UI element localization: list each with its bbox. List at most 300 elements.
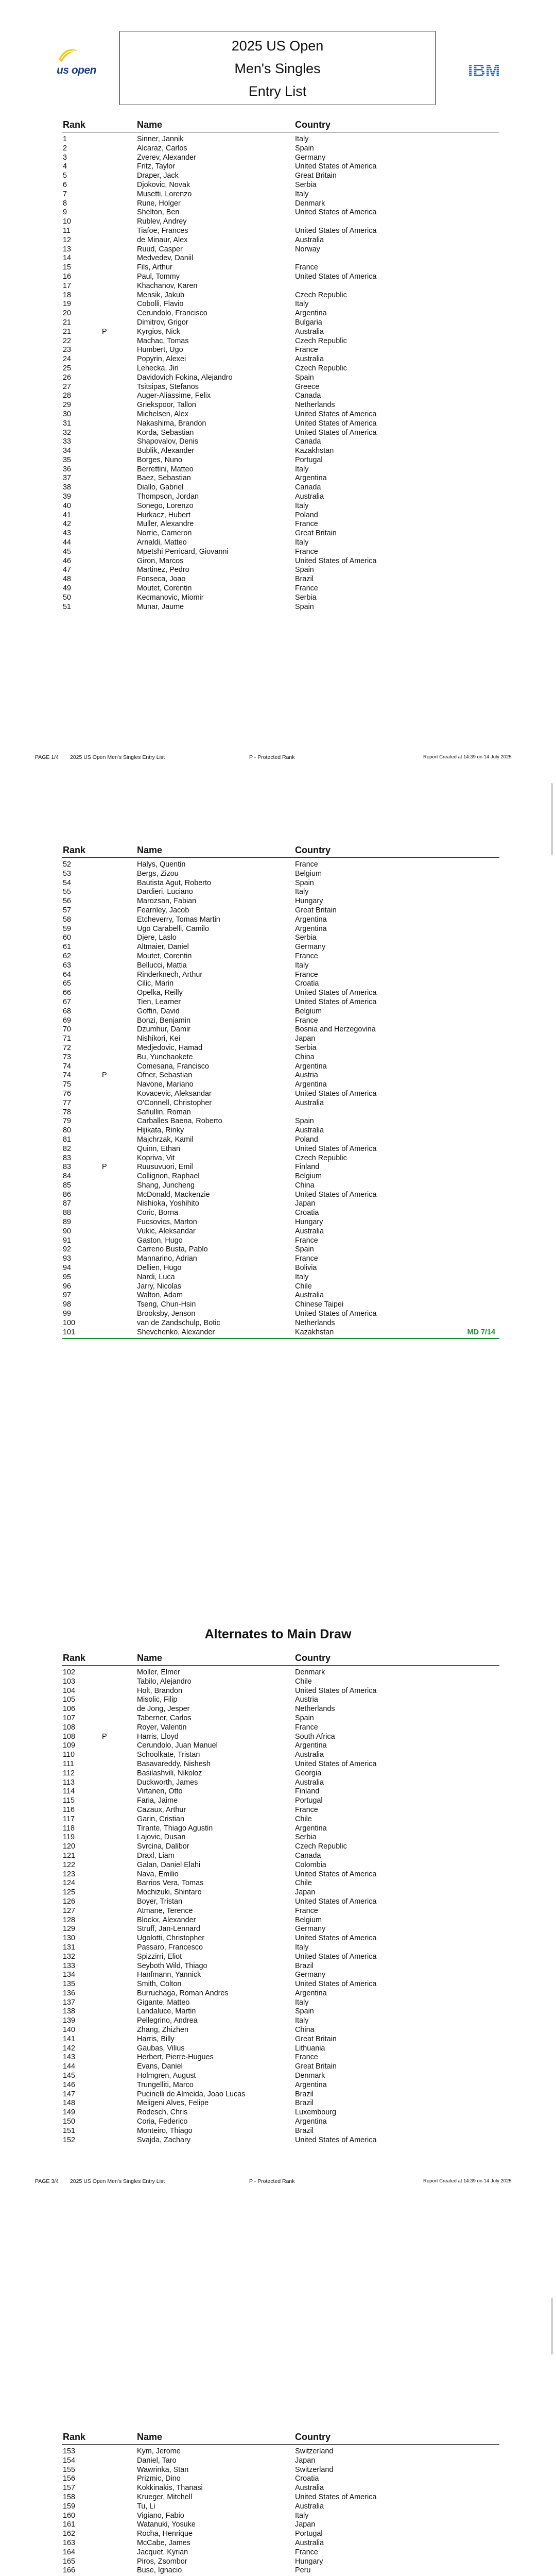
rank-cell: 110 [63,1751,75,1759]
player-name-cell: Rodesch, Chris [137,2108,188,2117]
player-name-cell: Monteiro, Thiago [137,2126,193,2135]
country-cell: Germany [295,1971,326,1979]
rank-cell: 150 [63,2117,76,2126]
country-cell: Netherlands [295,401,335,410]
country-cell: Argentina [295,2080,327,2089]
player-name-cell: Majchrzak, Kamil [137,1135,194,1144]
country-cell: United States of America [295,419,377,428]
player-name-cell: Quinn, Ethan [137,1144,181,1153]
table-row [62,1062,499,1072]
player-name-cell: Carreno Busta, Pablo [137,1245,208,1254]
report-created: Report Created at 14:39 on 14 July 2025 [423,754,512,760]
player-name-cell: Ugo Carabelli, Camilo [137,924,209,933]
table-row [62,1319,499,1328]
player-name-cell: Evans, Daniel [137,2062,183,2071]
table-row [62,429,499,438]
player-name-cell: Kokkinakis, Thanasi [137,2484,203,2493]
player-name-cell: Hurkacz, Hubert [137,511,190,519]
country-cell: Argentina [295,1989,327,1997]
rank-cell: 118 [63,1824,75,1833]
rank-cell: 164 [63,2548,76,2556]
table-row [62,971,499,980]
player-name-cell: Korda, Sebastian [137,428,194,437]
country-cell: Australia [295,1098,324,1107]
player-name-cell: Mpetshi Perricard, Giovanni [137,547,229,556]
rank-cell: 33 [63,437,72,446]
country-cell: Serbia [295,934,317,942]
country-column-header: Country [295,1653,331,1663]
country-cell: Italy [295,1943,309,1952]
rank-cell: 68 [63,1007,72,1015]
rank-cell: 149 [63,2108,76,2117]
rank-cell: 95 [63,1273,72,1281]
country-cell: Portugal [295,455,323,464]
table-header [62,845,499,857]
country-cell: France [295,970,318,979]
table-row [62,2108,499,2117]
rank-cell: 115 [63,1797,75,1805]
table-row [62,1668,499,1677]
table-row [62,1154,499,1163]
table-row [62,318,499,328]
rank-cell: 141 [63,2035,76,2043]
rank-cell: 83 [63,1163,72,1172]
player-name-cell: Cazaux, Arthur [137,1805,186,1814]
table-row [62,374,499,383]
rank-column-header: Rank [63,120,86,130]
rank-cell: 5 [63,172,67,180]
country-cell: Spain [295,2007,314,2016]
rank-cell: 103 [63,1677,76,1686]
table-row [62,2566,499,2575]
country-cell: Argentina [295,924,327,933]
country-cell: Bolivia [295,1264,317,1273]
table-row [62,1696,499,1705]
country-cell: France [295,1236,318,1245]
table-row [62,1264,499,1273]
player-name-cell: Ofner, Sebastian [137,1071,193,1080]
country-cell: Germany [295,943,326,952]
player-name-cell: Boyer, Tristan [137,1897,182,1906]
player-name-cell: Fils, Arthur [137,263,172,272]
country-cell: Serbia [295,1043,317,1052]
country-cell: Australia [295,2538,324,2547]
player-name-cell: Zverev, Alexander [137,153,196,162]
player-name-cell: Basilashvili, Nikoloz [137,1769,202,1777]
country-cell: Spain [295,566,314,574]
country-cell: Bosnia and Herzegovina [295,1025,376,1034]
name-column-header: Name [137,845,163,855]
rank-cell: 81 [63,1135,72,1144]
player-name-cell: Paul, Tommy [137,272,180,281]
page-footer [0,2178,556,2187]
country-cell: United States of America [295,1144,377,1153]
table-row [62,1852,499,1861]
player-name-cell: Walton, Adam [137,1291,183,1300]
rank-cell: 91 [63,1236,72,1245]
country-cell: United States of America [295,989,377,997]
table-row [62,1007,499,1016]
player-name-cell: Fritz, Taylor [137,162,176,171]
table-header [62,1653,499,1665]
table-row [62,1328,499,1337]
table-row [62,1245,499,1255]
country-cell: France [295,584,318,593]
table-row [62,1108,499,1117]
player-name-cell: Krueger, Mitchell [137,2493,193,2501]
draw-title: Men's Singles [234,61,321,76]
country-cell: Italy [295,190,309,198]
rank-cell: 52 [63,860,72,869]
table-row [62,989,499,998]
country-cell: United States of America [295,2136,377,2144]
player-name-cell: Lehecka, Jiri [137,364,179,372]
table-row [62,1090,499,1099]
table-row [62,1126,499,1136]
country-cell: Italy [295,1273,309,1281]
table-row [62,1273,499,1282]
table-row [62,493,499,502]
country-cell: Spain [295,1117,314,1126]
country-cell: Spain [295,144,314,152]
player-name-cell: Nishikori, Kei [137,1035,180,1043]
rank-cell: 130 [63,1934,76,1943]
rank-cell: 119 [63,1833,75,1842]
country-cell: Bulgaria [295,318,322,327]
player-name-cell: Thompson, Jordan [137,493,199,501]
country-cell: Denmark [295,199,325,208]
rank-cell: 55 [63,888,72,896]
scroll-indicator [551,783,553,855]
rank-cell: 60 [63,934,72,942]
player-name-cell: Tseng, Chun-Hsin [137,1300,196,1309]
table-row [62,1199,499,1209]
player-name-cell: Blockx, Alexander [137,1916,196,1924]
table-row [62,934,499,943]
rank-cell: 145 [63,2072,76,2080]
player-name-cell: Comesana, Francisco [137,1062,209,1071]
country-cell: United States of America [295,1759,377,1768]
country-cell: Italy [295,888,309,896]
country-cell: United States of America [295,997,377,1006]
country-cell: Czech Republic [295,291,347,299]
player-name-cell: Bonzi, Benjamin [137,1016,190,1025]
player-name-cell: Smith, Colton [137,1980,182,1989]
rank-cell: 123 [63,1870,76,1878]
country-cell: Chile [295,1879,312,1888]
table-row [62,1227,499,1236]
rank-cell: 96 [63,1282,72,1291]
table-row [62,1861,499,1870]
table-row [62,888,499,897]
player-name-cell: Arnaldi, Matteo [137,538,187,547]
player-name-cell: Rublev, Andrey [137,217,187,226]
rank-cell: 15 [63,263,72,272]
rank-cell: 162 [63,2530,76,2538]
rank-cell: 69 [63,1016,72,1025]
main-draw-cutoff-label: MD 7/14 [467,1328,495,1336]
country-cell: United States of America [295,272,377,281]
country-cell: Serbia [295,593,317,602]
rank-cell: 7 [63,190,67,198]
table-row [62,2520,499,2530]
rank-cell: 142 [63,2044,76,2053]
player-name-cell: Harris, Billy [137,2035,175,2043]
table-row [62,181,499,190]
player-name-cell: Virtanen, Otto [137,1787,183,1796]
rank-cell: 76 [63,1089,72,1098]
rank-cell: 124 [63,1879,76,1888]
country-cell: Italy [295,300,309,309]
table-row [62,1025,499,1035]
table-row [62,1998,499,2008]
player-name-cell: Jacquet, Kyrian [137,2548,188,2556]
player-name-cell: Nakashima, Brandon [137,419,206,428]
rank-cell: 35 [63,455,72,464]
protected-flag-cell: P [102,1163,107,1172]
country-cell: Serbia [295,180,317,189]
country-cell: Chile [295,1677,312,1686]
table-row [62,916,499,925]
table-row [62,879,499,888]
player-name-cell: Djokovic, Novak [137,180,190,189]
table-row [62,337,499,346]
table-row [62,1787,499,1797]
country-cell: Czech Republic [295,1154,347,1162]
table-row [62,943,499,952]
country-cell: Spain [295,1714,314,1722]
table-row [62,1191,499,1200]
rank-cell: 71 [63,1035,72,1043]
rank-cell: 1 [63,135,67,143]
player-name-cell: Faria, Jaime [137,1797,178,1805]
rank-cell: 16 [63,272,72,281]
player-name-cell: Bergs, Zizou [137,869,179,878]
alternates-title: Alternates to Main Draw [204,1627,352,1641]
country-cell: France [295,263,318,272]
player-name-cell: Cilic, Marin [137,979,174,988]
rank-cell: 23 [63,346,72,354]
table-row [62,2539,499,2548]
table-row [62,1300,499,1310]
player-name-cell: Norrie, Cameron [137,529,192,538]
country-cell: Brazil [295,2090,314,2098]
country-cell: Serbia [295,1833,317,1842]
player-name-cell: Pellegrino, Andrea [137,2016,198,2025]
player-name-cell: Martinez, Pedro [137,566,189,574]
rank-cell: 104 [63,1686,76,1695]
player-name-cell: Prizmic, Dino [137,2475,181,2483]
country-cell: Hungary [295,2557,323,2566]
table-row [62,254,499,263]
country-cell: United States of America [295,428,377,437]
country-cell: Croatia [295,1209,319,1217]
table-row [62,2493,499,2502]
rank-cell: 105 [63,1696,76,1704]
table-row [62,236,499,245]
player-name-cell: Munar, Jaume [137,602,184,611]
country-cell: Italy [295,1998,309,2007]
player-name-cell: Tabilo, Alejandro [137,1677,192,1686]
table-row [62,1172,499,1181]
player-name-cell: Giron, Marcos [137,556,184,565]
table-row [62,199,499,209]
player-name-cell: Tsitsipas, Stefanos [137,382,199,391]
rank-cell: 57 [63,906,72,914]
entry-list-page-1 [0,0,556,762]
rank-cell: 49 [63,584,72,593]
table-row [62,1953,499,1962]
country-cell: Australia [295,1126,324,1135]
rank-cell: 13 [63,245,72,253]
player-name-cell: Brooksby, Jenson [137,1310,196,1318]
rank-cell: 137 [63,1998,76,2007]
country-cell: France [295,952,318,960]
rank-cell: 133 [63,1961,76,1970]
country-cell: Colombia [295,1860,326,1869]
rank-cell: 157 [63,2484,76,2493]
table-row [62,1989,499,1998]
country-cell: Georgia [295,1769,322,1777]
player-name-cell: Hijikata, Rinky [137,1126,184,1135]
country-cell: Great Britain [295,906,337,914]
rank-cell: 116 [63,1805,75,1814]
rank-cell: 155 [63,2465,76,2474]
player-name-cell: Rinderknech, Arthur [137,970,203,979]
player-name-cell: Muller, Alexandre [137,520,194,529]
country-cell: China [295,1181,315,1190]
rank-cell: 138 [63,2007,76,2016]
player-name-cell: Schoolkate, Tristan [137,1751,200,1759]
player-name-cell: Kecmanovic, Miomir [137,593,204,602]
country-cell: Spain [295,878,314,887]
player-name-cell: Cerundolo, Francisco [137,309,207,318]
rank-cell: 27 [63,382,72,391]
rank-cell: 135 [63,1980,76,1989]
player-name-cell: Machac, Tomas [137,336,189,345]
table-row [62,383,499,392]
player-name-cell: Safiullin, Roman [137,1108,191,1116]
table-row [62,1218,499,1227]
table-row [62,291,499,300]
country-cell: Germany [295,153,326,162]
country-cell: Argentina [295,309,327,318]
player-name-cell: Bellucci, Mattia [137,961,187,970]
alternate-rows-page-4 [62,2447,499,2576]
player-name-cell: Holmgren, August [137,2072,196,2080]
rank-cell: 84 [63,1172,72,1181]
table-row [62,1806,499,1815]
rank-cell: 159 [63,2502,76,2511]
table-row [62,1687,499,1696]
country-cell: United States of America [295,208,377,217]
table-row [62,548,499,557]
table-row [62,2557,499,2567]
player-name-cell: de Minaur, Alex [137,235,188,244]
rank-cell: 37 [63,474,72,483]
player-name-cell: Kovacevic, Aleksandar [137,1089,212,1098]
rank-cell: 42 [63,520,72,529]
rank-cell: 2 [63,144,67,152]
table-row [62,1733,499,1742]
country-cell: Portugal [295,2530,323,2538]
country-cell: Italy [295,501,309,510]
table-row [62,1117,499,1126]
table-row [62,245,499,255]
player-name-cell: Seyboth Wild, Thiago [137,1961,207,1970]
player-name-cell: Trungelliti, Marco [137,2080,194,2089]
rank-cell: 56 [63,897,72,906]
table-row [62,2099,499,2108]
player-name-cell: Etcheverry, Tomas Martin [137,915,220,924]
table-row [62,1136,499,1145]
player-name-cell: Buse, Ignacio [137,2566,182,2575]
table-row [62,2044,499,2054]
table-row [62,154,499,163]
table-row [62,1815,499,1824]
player-name-cell: Mochizuki, Shintaro [137,1888,202,1897]
table-row [62,208,499,217]
player-name-cell: Navone, Mariano [137,1080,194,1089]
player-name-cell: Garin, Cristian [137,1815,184,1823]
country-cell: United States of America [295,1870,377,1878]
player-name-cell: Harris, Lloyd [137,1732,179,1741]
header-rule [62,1665,499,1666]
table-row [62,144,499,154]
player-name-cell: Marozsan, Fabian [137,897,197,906]
rank-cell: 8 [63,199,67,208]
rank-cell: 64 [63,970,72,979]
rank-cell: 77 [63,1098,72,1107]
table-row [62,1824,499,1834]
player-name-cell: Dardieri, Luciano [137,888,193,896]
player-name-cell: Galan, Daniel Elahi [137,1860,201,1869]
rank-cell: 45 [63,547,72,556]
table-row [62,2548,499,2557]
player-name-cell: Daniel, Taro [137,2456,177,2465]
player-name-cell: Diallo, Gabriel [137,483,184,492]
player-name-cell: Musetti, Lorenzo [137,190,192,198]
table-row [62,227,499,236]
table-row [62,1053,499,1062]
player-name-cell: Holt, Brandon [137,1686,182,1695]
rank-cell: 160 [63,2511,76,2520]
country-cell: Australia [295,2502,324,2511]
country-cell: France [295,1805,318,1814]
country-cell: Czech Republic [295,336,347,345]
country-cell: France [295,346,318,354]
country-cell: Chile [295,1282,312,1291]
player-name-cell: Burruchaga, Roman Andres [137,1989,229,1997]
name-column-header: Name [137,120,163,130]
player-name-cell: Bautista Agut, Roberto [137,878,211,887]
rank-cell: 89 [63,1218,72,1227]
country-cell: United States of America [295,410,377,418]
table-row [62,2127,499,2136]
country-cell: Brazil [295,2099,314,2108]
country-cell: Argentina [295,1824,327,1833]
country-cell: Australia [295,1227,324,1235]
rank-cell: 113 [63,1778,75,1787]
player-name-cell: Popyrin, Alexei [137,355,186,364]
rank-cell: 131 [63,1943,76,1952]
country-cell: United States of America [295,1310,377,1318]
player-name-cell: Landaluce, Martin [137,2007,196,2016]
table-row [62,511,499,520]
player-name-cell: Watanuki, Yosuke [137,2520,196,2529]
rank-cell: 121 [63,1851,76,1860]
player-name-cell: Royer, Valentin [137,1723,187,1732]
